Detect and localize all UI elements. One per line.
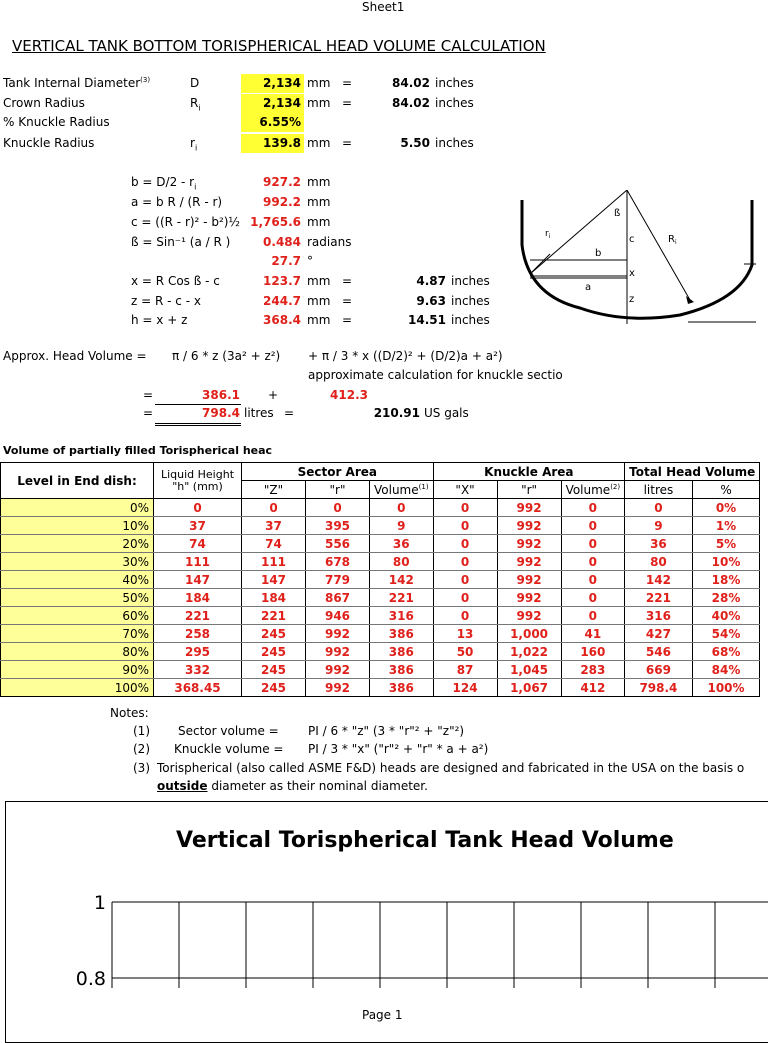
- value-cell: 184: [242, 589, 306, 607]
- approx-total-unit: litres: [244, 406, 274, 420]
- page-title: VERTICAL TANK BOTTOM TORISPHERICAL HEAD VOLUME CALCULATION: [12, 37, 546, 55]
- value-cell: 332: [154, 661, 242, 679]
- input-value[interactable]: 2,134: [241, 94, 304, 113]
- approx-note: approximate calculation for knuckle sectio: [308, 368, 563, 382]
- table-row: [1, 661, 760, 679]
- note-3-continuation: [157, 779, 428, 793]
- diagram-label-b: b: [595, 248, 602, 259]
- value-cell: 427: [625, 625, 693, 643]
- value-cell: 0: [561, 607, 625, 625]
- value-cell: 412: [561, 679, 625, 697]
- level-cell[interactable]: 90%: [1, 661, 154, 679]
- value-cell: 258: [154, 625, 242, 643]
- table-row: [1, 517, 760, 535]
- approx-total-value: 798.4: [202, 406, 240, 420]
- header-knuckle-area: Knuckle Area: [433, 463, 625, 481]
- value-cell: 147: [154, 571, 242, 589]
- value-cell: 992: [306, 643, 370, 661]
- value-cell: 80: [625, 553, 693, 571]
- value-cell: 992: [497, 571, 561, 589]
- value-cell: 111: [242, 553, 306, 571]
- value-cell: 316: [625, 607, 693, 625]
- calc-formula: a = b R / (R - r): [131, 195, 223, 209]
- value-cell: 50: [433, 643, 497, 661]
- level-cell[interactable]: 60%: [1, 607, 154, 625]
- value-cell: 1,022: [497, 643, 561, 661]
- page-header: Sheet1: [362, 0, 405, 14]
- input-unit: mm: [307, 76, 331, 90]
- calc-unit: mm: [307, 274, 331, 288]
- value-cell: 0: [561, 517, 625, 535]
- level-cell[interactable]: 20%: [1, 535, 154, 553]
- approx-sector-value: 386.1: [202, 388, 240, 402]
- value-cell: 84%: [692, 661, 760, 679]
- value-cell: 0: [370, 499, 434, 517]
- note-1-text: Sector volume =: [178, 724, 279, 738]
- value-cell: 245: [242, 625, 306, 643]
- value-cell: 36: [370, 535, 434, 553]
- approx-eq: =: [143, 388, 154, 402]
- note-3-emphasis: outside: [157, 779, 208, 793]
- calc-value: 927.2: [263, 175, 301, 189]
- calc-unit: mm: [307, 175, 331, 189]
- value-cell: 779: [306, 571, 370, 589]
- value-cell: 992: [497, 499, 561, 517]
- input-label: Crown Radius: [3, 96, 85, 110]
- calc-unit-inches: inches: [451, 313, 490, 327]
- value-cell: 992: [306, 679, 370, 697]
- diagram-label-a: a: [585, 282, 592, 293]
- chart-frame: [5, 801, 768, 1043]
- value-cell: 0: [561, 499, 625, 517]
- value-cell: 111: [154, 553, 242, 571]
- value-cell: 992: [306, 661, 370, 679]
- table-row: [1, 625, 760, 643]
- value-cell: 556: [306, 535, 370, 553]
- subheader-cell: litres: [625, 481, 693, 499]
- value-cell: 0: [561, 535, 625, 553]
- input-value-inches: 5.50: [400, 136, 430, 150]
- value-cell: 0: [433, 535, 497, 553]
- note-1-formula: PI / 6 * "z" (3 * "r"² + "z"²): [308, 724, 465, 738]
- approx-gal-unit: US gals: [424, 406, 469, 420]
- value-cell: 40%: [692, 607, 760, 625]
- value-cell: 5%: [692, 535, 760, 553]
- ri-line: [530, 254, 550, 274]
- subheader-cell: %: [692, 481, 760, 499]
- value-cell: 28%: [692, 589, 760, 607]
- value-cell: 0: [433, 589, 497, 607]
- calc-formula: c = ((R - r)² - b²)½: [131, 215, 241, 229]
- chart-y-tick-label: 1: [93, 892, 106, 914]
- diagram-label-Ri: $R_i$: [668, 234, 677, 246]
- chart-y-tick-label: 0.8: [75, 968, 106, 990]
- value-cell: 37: [242, 517, 306, 535]
- note-2-text: Knuckle volume =: [174, 742, 284, 756]
- value-cell: 1,067: [497, 679, 561, 697]
- calc-value: 368.4: [263, 313, 301, 327]
- value-cell: 74: [154, 535, 242, 553]
- calc-unit: mm: [307, 313, 331, 327]
- value-cell: 9: [370, 517, 434, 535]
- approx-label: Approx. Head Volume =: [3, 349, 147, 363]
- calc-value: 0.484: [263, 235, 301, 249]
- value-cell: 74: [242, 535, 306, 553]
- calc-eq: =: [342, 274, 353, 288]
- diagram-label-z: z: [629, 294, 635, 305]
- calc-value-inches: 14.51: [408, 313, 446, 327]
- calc-unit: mm: [307, 294, 331, 308]
- input-value[interactable]: 139.8: [241, 134, 304, 153]
- value-cell: 0%: [692, 499, 760, 517]
- value-cell: 0: [242, 499, 306, 517]
- input-eq: =: [342, 136, 353, 150]
- value-cell: 295: [154, 643, 242, 661]
- level-cell[interactable]: 0%: [1, 499, 154, 517]
- value-cell: 992: [497, 589, 561, 607]
- calc-unit: mm: [307, 195, 331, 209]
- input-eq: =: [342, 76, 353, 90]
- value-cell: 36: [625, 535, 693, 553]
- header-level: Level in End dish:: [1, 463, 154, 499]
- value-cell: 37: [154, 517, 242, 535]
- value-cell: 87: [433, 661, 497, 679]
- value-cell: 142: [625, 571, 693, 589]
- radius-line: [627, 190, 690, 300]
- value-cell: 0: [433, 571, 497, 589]
- value-cell: 867: [306, 589, 370, 607]
- value-cell: 678: [306, 553, 370, 571]
- calc-unit: °: [307, 254, 313, 268]
- note-1-number: (1): [133, 724, 150, 738]
- table-row: [1, 535, 760, 553]
- approx-formula-sector: π / 6 * z (3a² + z²): [172, 349, 281, 363]
- subheader-cell: "r": [497, 481, 561, 499]
- level-cell[interactable]: 10%: [1, 517, 154, 535]
- volume-table: [0, 462, 760, 697]
- value-cell: 386: [370, 625, 434, 643]
- value-cell: 0: [306, 499, 370, 517]
- level-cell[interactable]: 50%: [1, 589, 154, 607]
- sum-rule: [155, 404, 241, 405]
- diagram-label-beta: ß: [614, 208, 621, 219]
- calc-value: 27.7: [271, 254, 301, 268]
- subheader-cell: "Z": [242, 481, 306, 499]
- table-row: [1, 499, 760, 517]
- value-cell: 283: [561, 661, 625, 679]
- level-cell[interactable]: 30%: [1, 553, 154, 571]
- input-symbol: D: [190, 76, 200, 90]
- input-unit-inches: inches: [435, 96, 474, 110]
- note-3-text: Torispherical (also called ASME F&D) heads are designed and fabricated in the USA on the basis o: [157, 761, 745, 775]
- diagram-label-c: c: [629, 234, 635, 245]
- value-cell: 80: [370, 553, 434, 571]
- value-cell: 160: [561, 643, 625, 661]
- header-sector-area: Sector Area: [242, 463, 434, 481]
- input-symbol: $R_i$: [190, 96, 201, 113]
- note-2-formula: PI / 3 * "x" ("r"² + "r" * a + a²): [308, 742, 489, 756]
- value-cell: 368.45: [154, 679, 242, 697]
- value-cell: 1%: [692, 517, 760, 535]
- value-cell: 100%: [692, 679, 760, 697]
- approx-eq2: =: [284, 406, 295, 420]
- value-cell: 0: [433, 553, 497, 571]
- value-cell: 13: [433, 625, 497, 643]
- approx-gal-value: 210.91: [373, 406, 420, 420]
- table-row: [1, 607, 760, 625]
- note-2-number: (2): [133, 742, 150, 756]
- value-cell: 386: [370, 679, 434, 697]
- value-cell: 221: [625, 589, 693, 607]
- value-cell: 546: [625, 643, 693, 661]
- input-unit-inches: inches: [435, 76, 474, 90]
- input-symbol: $r_i$: [190, 136, 198, 153]
- input-value-inches: 84.02: [392, 76, 430, 90]
- value-cell: 798.4: [625, 679, 693, 697]
- value-cell: 147: [242, 571, 306, 589]
- calc-unit: radians: [307, 235, 352, 249]
- input-label: % Knuckle Radius: [3, 115, 110, 129]
- value-cell: 992: [306, 625, 370, 643]
- subheader-cell: Volume$^{(2)}$: [561, 481, 625, 499]
- calc-formula: x = R Cos ß - c: [131, 274, 220, 288]
- page-footer: Page 1: [362, 1008, 403, 1022]
- value-cell: 68%: [692, 643, 760, 661]
- calc-unit: mm: [307, 215, 331, 229]
- value-cell: 54%: [692, 625, 760, 643]
- radius-arrow: [686, 296, 694, 304]
- value-cell: 124: [433, 679, 497, 697]
- value-cell: 221: [370, 589, 434, 607]
- value-cell: 245: [242, 679, 306, 697]
- level-cell[interactable]: 70%: [1, 625, 154, 643]
- value-cell: 0: [433, 499, 497, 517]
- value-cell: 316: [370, 607, 434, 625]
- value-cell: 0: [561, 589, 625, 607]
- value-cell: 395: [306, 517, 370, 535]
- value-cell: 992: [497, 553, 561, 571]
- value-cell: 184: [154, 589, 242, 607]
- value-cell: 0: [561, 571, 625, 589]
- approx-total-eq: =: [143, 406, 154, 420]
- table-row: [1, 571, 760, 589]
- total-double-rule: [155, 423, 241, 426]
- head-outline: [522, 200, 752, 318]
- value-cell: 0: [433, 517, 497, 535]
- torispherical-head-diagram: [510, 190, 768, 330]
- value-cell: 41: [561, 625, 625, 643]
- calc-formula: h = x + z: [131, 313, 188, 327]
- note-3-tail: diameter as their nominal diameter.: [211, 779, 428, 793]
- table-row: [1, 643, 760, 661]
- subheader-cell: Volume$^{(1)}$: [370, 481, 434, 499]
- input-label: Tank Internal Diameter$^{(3)}$: [3, 76, 151, 90]
- input-label: Knuckle Radius: [3, 136, 95, 150]
- value-cell: 1,000: [497, 625, 561, 643]
- value-cell: 992: [497, 535, 561, 553]
- calc-value-inches: 9.63: [416, 294, 446, 308]
- value-cell: 221: [242, 607, 306, 625]
- table-row: [1, 589, 760, 607]
- value-cell: 0: [561, 553, 625, 571]
- level-cell[interactable]: 80%: [1, 643, 154, 661]
- value-cell: 0: [625, 499, 693, 517]
- calc-value: 1,765.6: [250, 215, 301, 229]
- input-unit: mm: [307, 136, 331, 150]
- value-cell: 245: [242, 643, 306, 661]
- value-cell: 142: [370, 571, 434, 589]
- calc-unit-inches: inches: [451, 294, 490, 308]
- value-cell: 0: [154, 499, 242, 517]
- calc-value: 244.7: [263, 294, 301, 308]
- input-value[interactable]: 2,134: [241, 74, 304, 93]
- calc-eq: =: [342, 313, 353, 327]
- subheader-cell: "X": [433, 481, 497, 499]
- table-row: [1, 553, 760, 571]
- approx-formula-knuckle: + π / 3 * x ((D/2)² + (D/2)a + a²): [308, 349, 503, 363]
- value-cell: 0: [433, 607, 497, 625]
- table-caption: Volume of partially filled Torispherical heac: [3, 444, 273, 457]
- calc-formula: z = R - c - x: [131, 294, 201, 308]
- value-cell: 946: [306, 607, 370, 625]
- value-cell: 18%: [692, 571, 760, 589]
- chart-plot: [6, 802, 768, 1042]
- value-cell: 1,045: [497, 661, 561, 679]
- value-cell: 669: [625, 661, 693, 679]
- notes-label: Notes:: [110, 706, 149, 720]
- calc-eq: =: [342, 294, 353, 308]
- header-total-volume: Total Head Volume: [625, 463, 760, 481]
- input-unit-inches: inches: [435, 136, 474, 150]
- input-value-inches: 84.02: [392, 96, 430, 110]
- value-cell: 992: [497, 607, 561, 625]
- value-cell: 386: [370, 661, 434, 679]
- value-cell: 245: [242, 661, 306, 679]
- value-cell: 9: [625, 517, 693, 535]
- value-cell: 992: [497, 517, 561, 535]
- calc-formula: ß = Sin⁻¹ (a / R ): [131, 235, 231, 249]
- level-cell[interactable]: 40%: [1, 571, 154, 589]
- note-3-number: (3): [133, 761, 150, 775]
- diagram-label-x: x: [629, 268, 635, 279]
- table-row: [1, 679, 760, 697]
- approx-knuckle-value: 412.3: [330, 388, 368, 402]
- input-eq: =: [342, 96, 353, 110]
- input-value[interactable]: 6.55%: [241, 113, 304, 132]
- subheader-cell: "r": [306, 481, 370, 499]
- level-cell[interactable]: 100%: [1, 679, 154, 697]
- approx-plus: +: [268, 388, 279, 402]
- header-liquid-height: Liquid Height "h" (mm): [154, 463, 242, 499]
- value-cell: 221: [154, 607, 242, 625]
- calc-value-inches: 4.87: [416, 274, 446, 288]
- calc-value: 123.7: [263, 274, 301, 288]
- input-unit: mm: [307, 96, 331, 110]
- value-cell: 10%: [692, 553, 760, 571]
- calc-unit-inches: inches: [451, 274, 490, 288]
- diagram-label-ri: $r_i$: [545, 229, 551, 240]
- calc-value: 992.2: [263, 195, 301, 209]
- calc-formula: $b = D/2 - r_i$: [131, 175, 197, 192]
- chart-title: Vertical Torispherical Tank Head Volume: [176, 828, 674, 853]
- value-cell: 386: [370, 643, 434, 661]
